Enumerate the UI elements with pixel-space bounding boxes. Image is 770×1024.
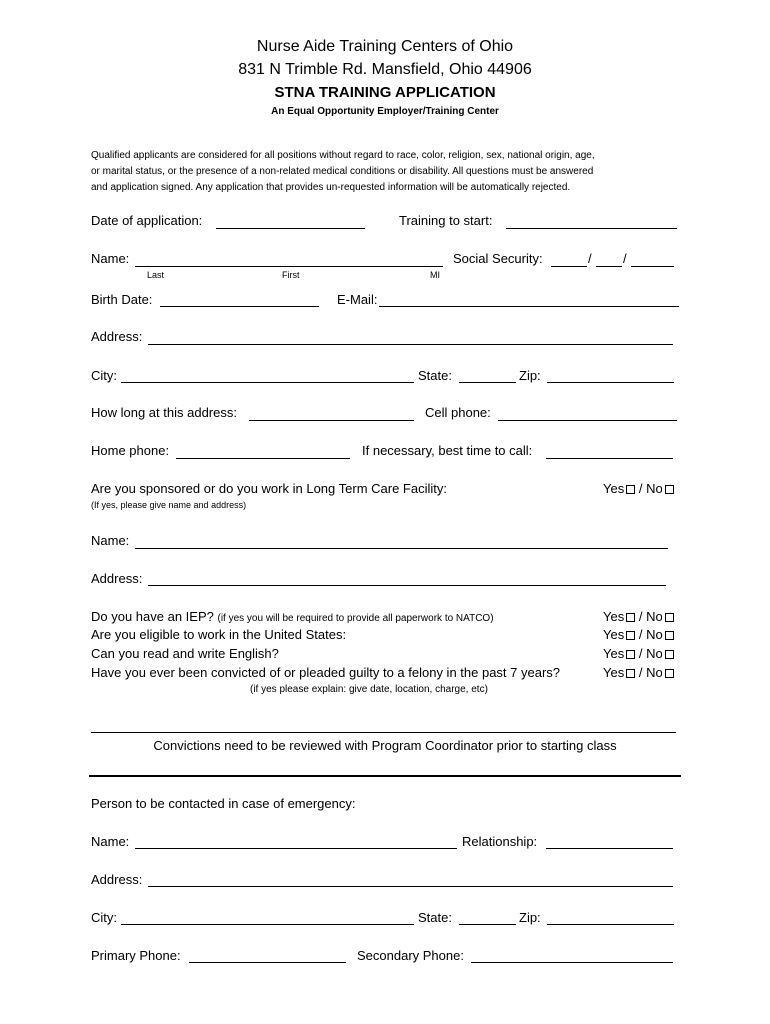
name-sub-mi: MI	[430, 270, 440, 280]
emergency-state-label: State:	[418, 910, 452, 925]
zip-field[interactable]	[547, 382, 674, 383]
emergency-city-label: City:	[91, 910, 117, 925]
email-field[interactable]	[379, 306, 679, 307]
ss-part-2[interactable]	[596, 266, 622, 267]
emergency-zip-field[interactable]	[547, 924, 674, 925]
emergency-heading: Person to be contacted in case of emergency:	[91, 796, 356, 811]
secondary-phone-label: Secondary Phone:	[357, 948, 464, 963]
email-label: E-Mail:	[337, 292, 378, 307]
city-label: City:	[91, 368, 117, 383]
iep-question	[91, 609, 494, 624]
relationship-field[interactable]	[546, 848, 673, 849]
sponsor-yes-no	[603, 481, 674, 496]
no-label: / No	[638, 481, 663, 496]
ss-part-3[interactable]	[631, 266, 674, 267]
sponsor-name-label: Name:	[91, 533, 130, 548]
emergency-name-label: Name:	[91, 834, 130, 849]
sponsor-question: Are you sponsored or do you work in Long Term Care Facility:	[91, 481, 447, 496]
zip-label: Zip:	[519, 368, 541, 383]
felony-explanation-field[interactable]	[91, 732, 676, 733]
yes-checkbox[interactable]	[626, 650, 635, 659]
no-label: / No	[638, 646, 663, 661]
best-time-label: If necessary, best time to call:	[362, 443, 533, 458]
no-label: / No	[638, 609, 663, 624]
social-security-label: Social Security:	[453, 251, 543, 266]
best-time-field[interactable]	[546, 458, 673, 459]
yes-label: Yes	[603, 609, 625, 624]
how-long-field[interactable]	[249, 420, 414, 421]
date-of-application-label: Date of application:	[91, 213, 203, 228]
sponsor-name-field[interactable]	[135, 548, 668, 549]
felony-note: (if yes please explain: give date, location, charge, etc)	[250, 684, 488, 695]
yes-checkbox[interactable]	[626, 631, 635, 640]
disclaimer-line-3: and application signed. Any application that provides un-requested information will be automatically rejected.	[91, 182, 571, 193]
emergency-state-field[interactable]	[459, 924, 516, 925]
home-phone-label: Home phone:	[91, 443, 170, 458]
disclaimer-line-1: Qualified applicants are considered for all positions without regard to race, color, religion, sex, national origin, age,	[91, 150, 595, 161]
iep-note: (if yes you will be required to provide all paperwork to NATCO)	[217, 613, 494, 624]
training-start-label: Training to start:	[399, 213, 493, 228]
iep-yes-no	[603, 609, 674, 624]
name-field[interactable]	[135, 266, 443, 267]
primary-phone-field[interactable]	[189, 962, 346, 963]
yes-checkbox[interactable]	[626, 669, 635, 678]
no-checkbox[interactable]	[665, 485, 674, 494]
home-phone-field[interactable]	[176, 458, 350, 459]
yes-checkbox[interactable]	[626, 485, 635, 494]
no-label: / No	[638, 627, 663, 642]
section-divider	[89, 775, 681, 777]
no-checkbox[interactable]	[665, 669, 674, 678]
city-field[interactable]	[121, 382, 414, 383]
iep-question-text: Do you have an IEP?	[91, 609, 214, 624]
cell-phone-label: Cell phone:	[425, 405, 491, 420]
address-field[interactable]	[148, 344, 673, 345]
sponsor-address-label: Address:	[91, 571, 143, 586]
felony-yes-no	[603, 665, 674, 680]
org-name: Nurse Aide Training Centers of Ohio	[256, 38, 514, 55]
read-write-yes-no	[603, 646, 674, 661]
how-long-label: How long at this address:	[91, 405, 237, 420]
yes-label: Yes	[603, 665, 625, 680]
yes-label: Yes	[603, 481, 625, 496]
birth-date-field[interactable]	[160, 306, 319, 307]
name-label: Name:	[91, 251, 130, 266]
yes-label: Yes	[603, 627, 625, 642]
eligible-question: Are you eligible to work in the United States:	[91, 627, 347, 642]
eligible-yes-no	[603, 627, 674, 642]
yes-label: Yes	[603, 646, 625, 661]
emergency-name-field[interactable]	[135, 848, 457, 849]
relationship-label: Relationship:	[462, 834, 538, 849]
state-field[interactable]	[459, 382, 516, 383]
emergency-city-field[interactable]	[121, 924, 414, 925]
name-sub-first: First	[282, 270, 300, 280]
date-of-application-field[interactable]	[216, 228, 365, 229]
form-title: STNA TRAINING APPLICATION	[274, 84, 496, 101]
read-write-question: Can you read and write English?	[91, 646, 279, 661]
sponsor-note: (If yes, please give name and address)	[91, 500, 247, 510]
convictions-note: Convictions need to be reviewed with Program Coordinator prior to starting class	[153, 738, 617, 753]
no-checkbox[interactable]	[665, 650, 674, 659]
primary-phone-label: Primary Phone:	[91, 948, 181, 963]
form-subtitle: An Equal Opportunity Employer/Training Center	[271, 106, 499, 117]
training-start-field[interactable]	[506, 228, 677, 229]
address-label: Address:	[91, 329, 143, 344]
emergency-address-field[interactable]	[148, 886, 673, 887]
felony-question: Have you ever been convicted of or pleaded guilty to a felony in the past 7 years?	[91, 665, 561, 680]
no-checkbox[interactable]	[665, 631, 674, 640]
ss-slash-2: /	[623, 251, 627, 266]
secondary-phone-field[interactable]	[471, 962, 673, 963]
state-label: State:	[418, 368, 452, 383]
no-checkbox[interactable]	[665, 613, 674, 622]
name-sub-last: Last	[147, 270, 165, 280]
disclaimer-line-2: or marital status, or the presence of a non-related medical conditions or disability. All questions must be answered	[91, 166, 594, 177]
emergency-zip-label: Zip:	[519, 910, 541, 925]
emergency-address-label: Address:	[91, 872, 143, 887]
cell-phone-field[interactable]	[498, 420, 677, 421]
org-address: 831 N Trimble Rd. Mansfield, Ohio 44906	[238, 61, 532, 78]
yes-checkbox[interactable]	[626, 613, 635, 622]
ss-part-1[interactable]	[551, 266, 587, 267]
no-label: / No	[638, 665, 663, 680]
ss-slash-1: /	[588, 251, 592, 266]
birth-date-label: Birth Date:	[91, 292, 153, 307]
sponsor-address-field[interactable]	[148, 585, 666, 586]
